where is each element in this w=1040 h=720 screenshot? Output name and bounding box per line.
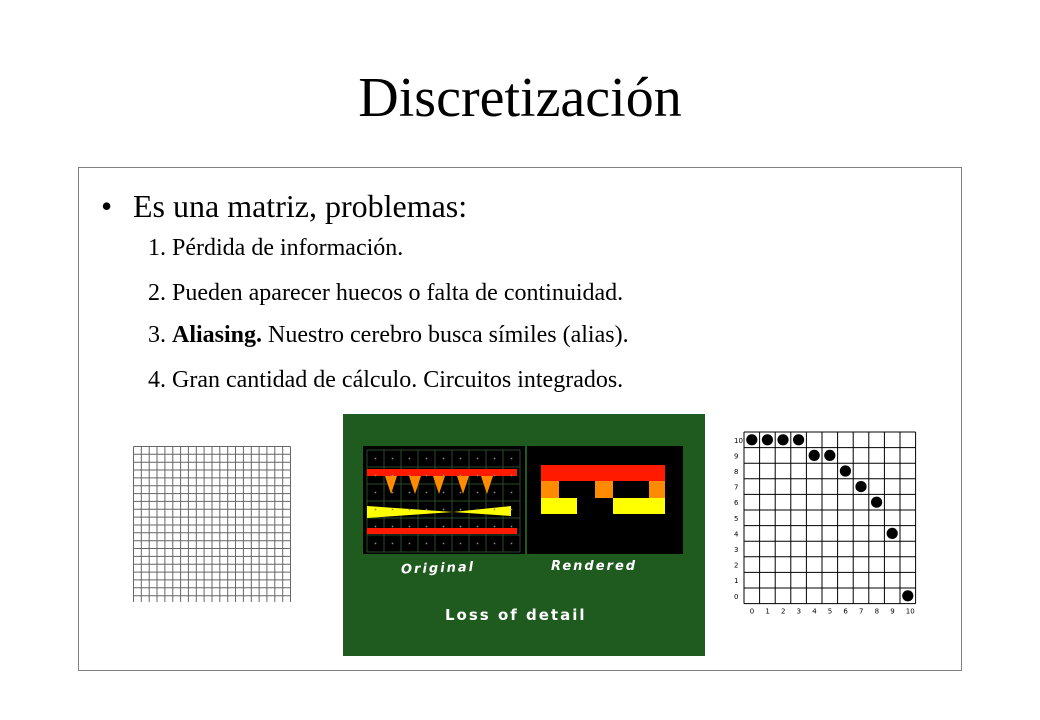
list-item-text: Pérdida de información. bbox=[172, 235, 404, 261]
sample-dot bbox=[443, 475, 445, 477]
sample-dot bbox=[409, 543, 411, 545]
sample-dot bbox=[426, 475, 428, 477]
sample-dot bbox=[375, 526, 377, 528]
sample-dot bbox=[375, 492, 377, 494]
x-tick-label: 2 bbox=[781, 607, 786, 616]
plot-pixel-dot bbox=[902, 590, 913, 601]
list-item-4 bbox=[148, 365, 623, 395]
list-item-text: Nuestro cerebro busca símiles (alias). bbox=[268, 322, 629, 348]
sample-dot bbox=[375, 509, 377, 511]
sample-dot bbox=[494, 475, 496, 477]
sample-dot bbox=[443, 509, 445, 511]
y-tick-label: 1 bbox=[734, 577, 739, 586]
plot-pixel-dot bbox=[746, 434, 757, 445]
sample-dot bbox=[426, 492, 428, 494]
sample-dot bbox=[511, 526, 513, 528]
list-item-bold: Aliasing. bbox=[172, 322, 263, 348]
sample-dot bbox=[392, 543, 394, 545]
sample-dot bbox=[409, 475, 411, 477]
sample-dot bbox=[477, 526, 479, 528]
label-original: Original bbox=[400, 559, 476, 578]
x-tick-label: 7 bbox=[859, 607, 864, 616]
sample-dot bbox=[443, 458, 445, 460]
sample-dot bbox=[511, 543, 513, 545]
loss-of-detail-figure bbox=[343, 414, 705, 656]
y-tick-label: 10 bbox=[734, 436, 743, 445]
sample-dot bbox=[392, 526, 394, 528]
sample-dot bbox=[409, 458, 411, 460]
sample-dot bbox=[409, 526, 411, 528]
sample-dot bbox=[426, 526, 428, 528]
sample-dot bbox=[460, 492, 462, 494]
sample-dot bbox=[426, 543, 428, 545]
list-item-number: 1. bbox=[148, 235, 166, 261]
bullet-text: Es una matriz, problemas: bbox=[133, 188, 468, 224]
x-tick-label: 3 bbox=[796, 607, 802, 616]
label-rendered: Rendered bbox=[551, 559, 638, 574]
y-tick-label: 0 bbox=[734, 592, 739, 601]
sample-dot bbox=[477, 492, 479, 494]
sample-dot bbox=[443, 526, 445, 528]
sample-dot bbox=[375, 458, 377, 460]
plot-pixel-dot bbox=[762, 434, 773, 445]
plot-pixel-dot bbox=[809, 450, 820, 461]
original-panel bbox=[363, 446, 525, 554]
sample-dot bbox=[460, 526, 462, 528]
sample-dot bbox=[392, 475, 394, 477]
caption-loss-of-detail: Loss of detail bbox=[445, 606, 587, 624]
list-item-text: Gran cantidad de cálculo. Circuitos integrados. bbox=[172, 367, 624, 393]
sample-dot bbox=[511, 475, 513, 477]
y-tick-label: 4 bbox=[734, 530, 739, 539]
pixel-grid-figure bbox=[133, 446, 291, 602]
sample-dot bbox=[511, 458, 513, 460]
sample-dot bbox=[460, 509, 462, 511]
sample-dot bbox=[494, 543, 496, 545]
x-tick-label: 10 bbox=[905, 607, 915, 616]
x-tick-label: 0 bbox=[749, 607, 755, 616]
sample-dot bbox=[409, 492, 411, 494]
sample-dot bbox=[375, 475, 377, 477]
x-tick-label: 8 bbox=[874, 607, 880, 616]
sample-dot bbox=[392, 492, 394, 494]
sample-dot bbox=[494, 526, 496, 528]
y-tick-label: 8 bbox=[734, 468, 739, 476]
pixel-plot-figure bbox=[732, 428, 928, 624]
plot-pixel-dot bbox=[871, 497, 882, 508]
x-tick-label: 4 bbox=[812, 607, 817, 616]
sample-dot bbox=[494, 509, 496, 511]
sample-dot bbox=[409, 509, 411, 511]
sample-dot bbox=[511, 509, 513, 511]
y-tick-label: 2 bbox=[734, 561, 739, 570]
list-item-1 bbox=[148, 233, 403, 263]
x-tick-label: 1 bbox=[765, 607, 770, 616]
original-red-bar-bottom bbox=[367, 528, 517, 534]
plot-pixel-dot bbox=[887, 528, 898, 539]
plot-pixel-dot bbox=[793, 434, 804, 445]
list-item-text: Pueden aparecer huecos o falta de continuidad. bbox=[172, 280, 624, 306]
y-tick-label: 7 bbox=[734, 483, 739, 492]
sample-dot bbox=[426, 509, 428, 511]
list-item-3 bbox=[148, 320, 629, 350]
sample-dot bbox=[443, 543, 445, 545]
sample-dot bbox=[477, 458, 479, 460]
sample-dot bbox=[460, 475, 462, 477]
sample-dot bbox=[392, 509, 394, 511]
sample-dot bbox=[392, 458, 394, 460]
list-item-number: 4. bbox=[148, 367, 166, 393]
sample-dot bbox=[460, 458, 462, 460]
x-tick-label: 9 bbox=[890, 607, 895, 616]
sample-dot bbox=[426, 458, 428, 460]
sample-dot bbox=[443, 492, 445, 494]
sample-dot bbox=[494, 458, 496, 460]
sample-dot bbox=[477, 475, 479, 477]
y-tick-label: 5 bbox=[734, 514, 739, 523]
plot-pixel-dot bbox=[824, 450, 835, 461]
list-item-number: 3. bbox=[148, 322, 166, 348]
sample-dot bbox=[375, 543, 377, 545]
sample-dot bbox=[511, 492, 513, 494]
plot-pixel-dot bbox=[777, 434, 788, 445]
list-item-number: 2. bbox=[148, 280, 166, 306]
y-tick-label: 6 bbox=[734, 499, 739, 508]
y-tick-label: 3 bbox=[734, 546, 739, 554]
sample-dot bbox=[477, 509, 479, 511]
sample-dot bbox=[477, 543, 479, 545]
bullet-dot-icon: • bbox=[101, 188, 113, 224]
bullet-main bbox=[101, 186, 467, 226]
list-item-2 bbox=[148, 278, 623, 308]
sample-dot bbox=[460, 543, 462, 545]
y-tick-label: 9 bbox=[734, 452, 739, 461]
plot-pixel-dot bbox=[840, 465, 851, 476]
sample-dot bbox=[494, 492, 496, 494]
plot-pixel-dot bbox=[855, 481, 866, 492]
slide-title: Discretización bbox=[358, 67, 682, 129]
x-tick-label: 5 bbox=[827, 607, 833, 616]
x-tick-label: 6 bbox=[843, 607, 848, 616]
